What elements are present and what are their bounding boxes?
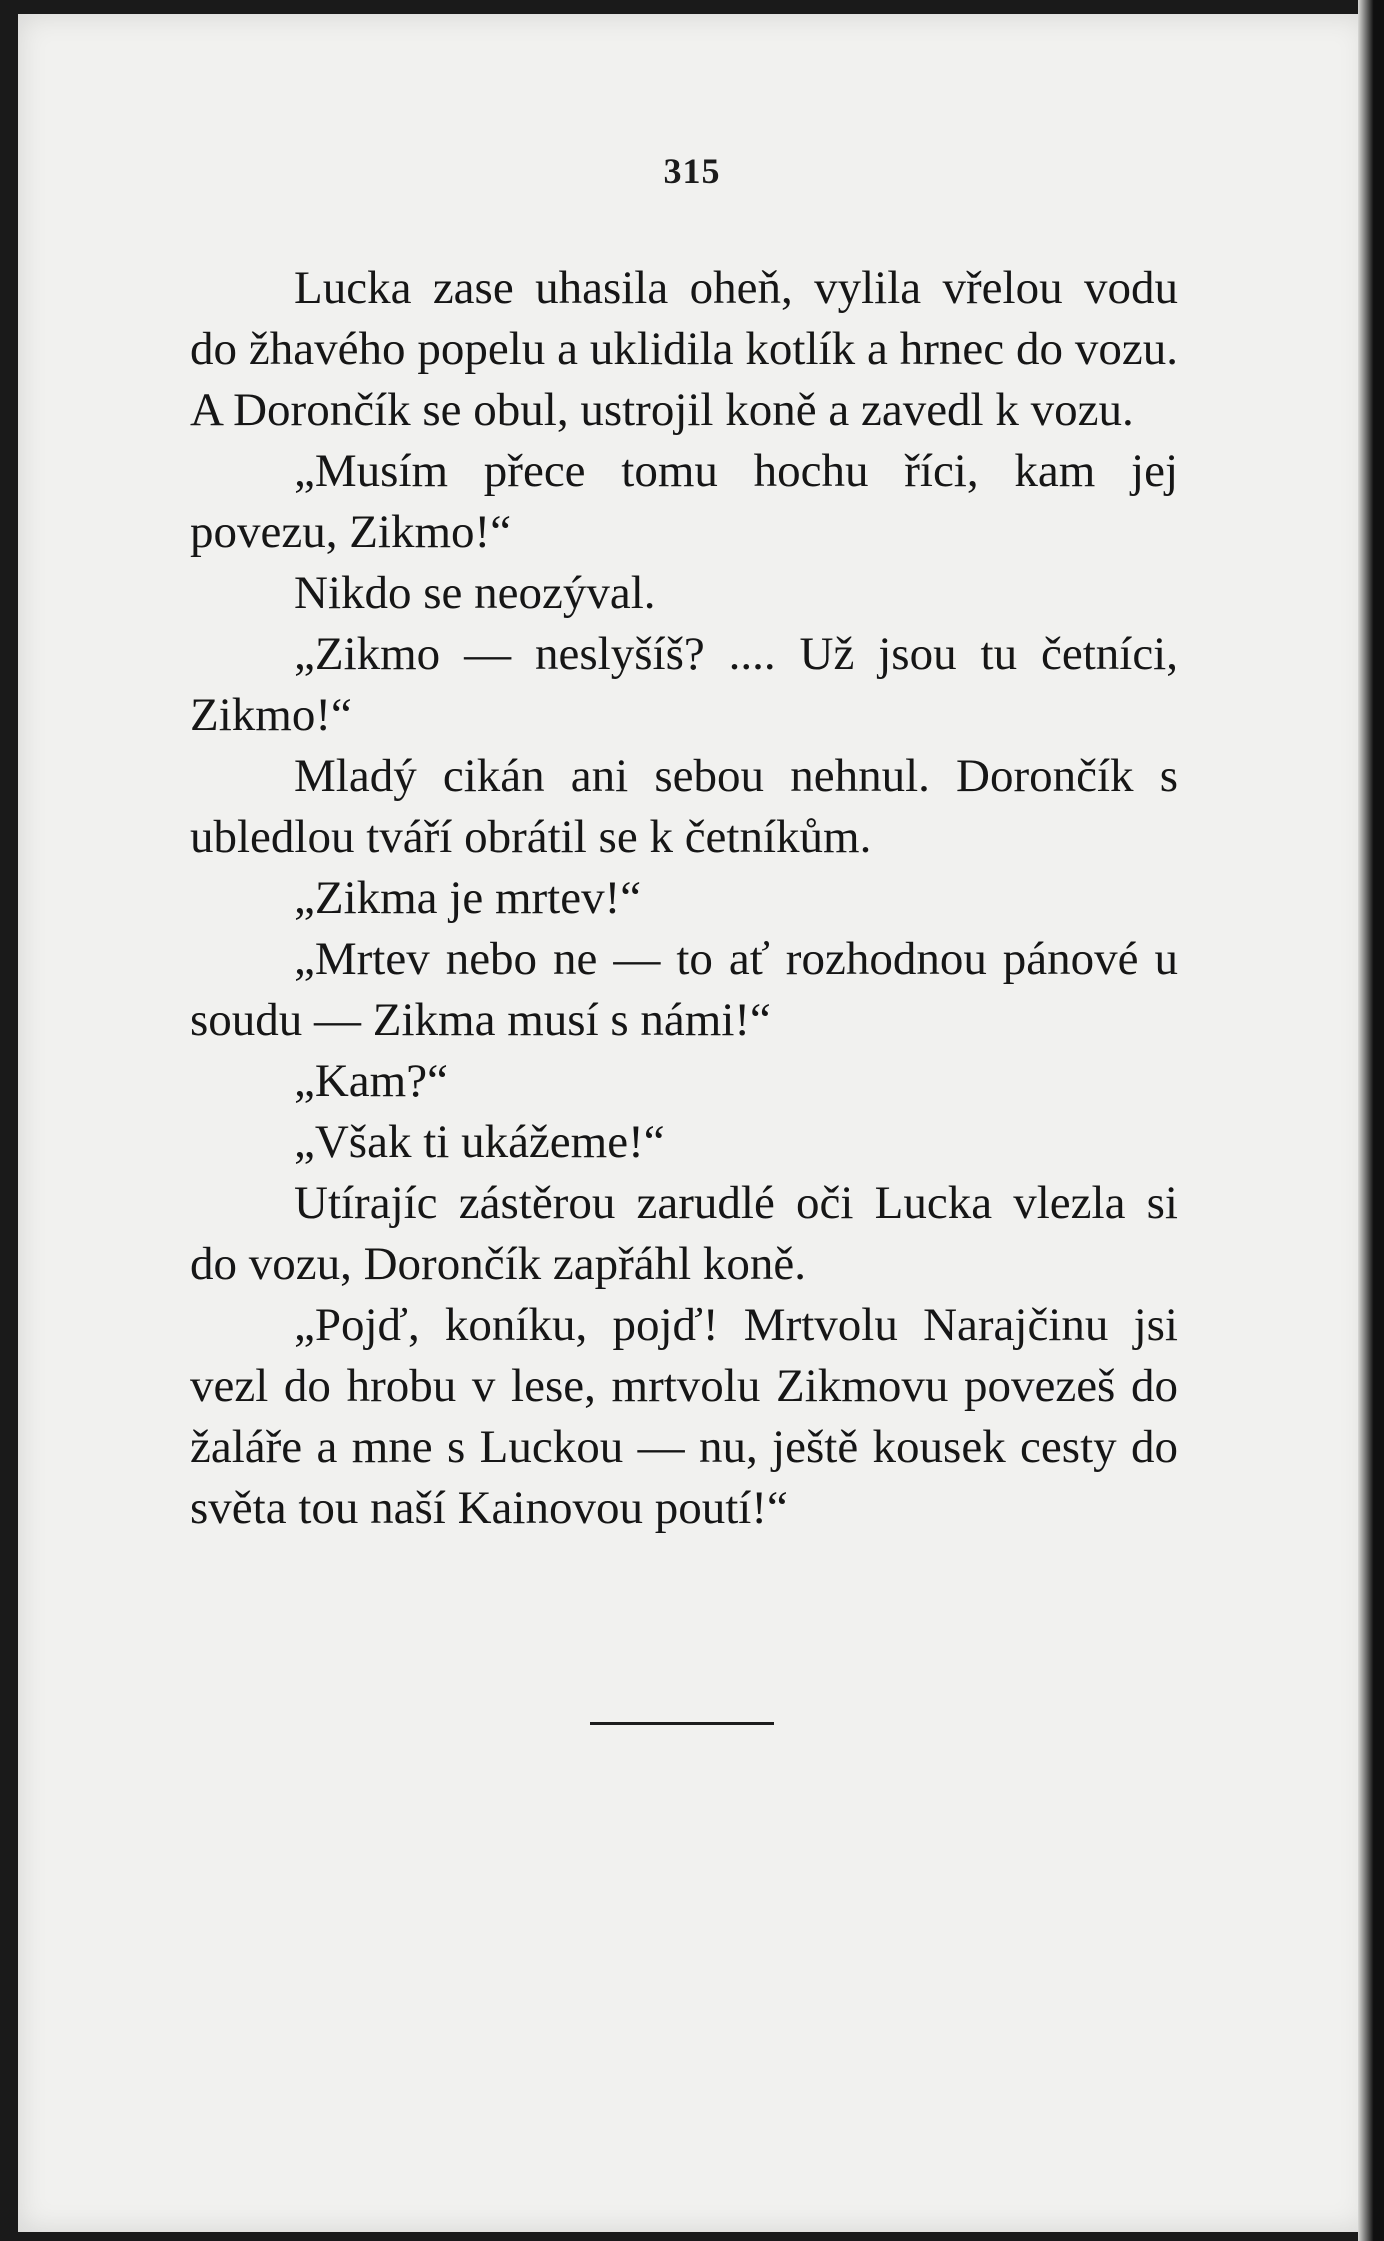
paragraph: „Musím přece tomu hochu říci, kam jej povezu, Zikmo!“ [190, 445, 1178, 558]
paragraph: „Pojď, koníku, pojď! Mrtvolu Narajčinu jsi vezl do hrobu v lese, mrtvolu Zikmovu povezeš do žaláře a mne s Luckou — nu, ještě kousek cesty do světa tou naší Kainovou poutí!“ [190, 1299, 1178, 1534]
paragraph: „Kam?“ [294, 1055, 448, 1107]
page-edge-shadow [1358, 0, 1384, 2241]
paragraph: „Však ti ukážeme!“ [294, 1116, 665, 1168]
paragraph: „Mrtev nebo ne — to ať rozhodnou pánové u soudu — Zikma musí s námi!“ [190, 933, 1178, 1046]
paragraph: „Zikma je mrtev!“ [294, 872, 642, 924]
paragraph: Mladý cikán ani sebou nehnul. Dorončík s ubledlou tváří obrátil se k četníkům. [190, 750, 1178, 863]
paragraph: „Zikmo — neslyšíš? .... Už jsou tu četníci, Zikmo!“ [190, 628, 1178, 741]
paragraph: Nikdo se neozýval. [294, 567, 656, 619]
page-number: 315 [663, 151, 721, 191]
body-text [190, 258, 1178, 1539]
paragraph: Lucka zase uhasila oheň, vylila vřelou vodu do žhavého popelu a uklidila kotlík a hrnec do vozu. A Dorončík se obul, ustrojil koně a zavedl k vozu. [190, 262, 1178, 436]
chapter-end-rule [590, 1722, 774, 1725]
paragraph: Utírajíc zástěrou zarudlé oči Lucka vlezla si do vozu, Dorončík zapřáhl koně. [190, 1177, 1178, 1290]
